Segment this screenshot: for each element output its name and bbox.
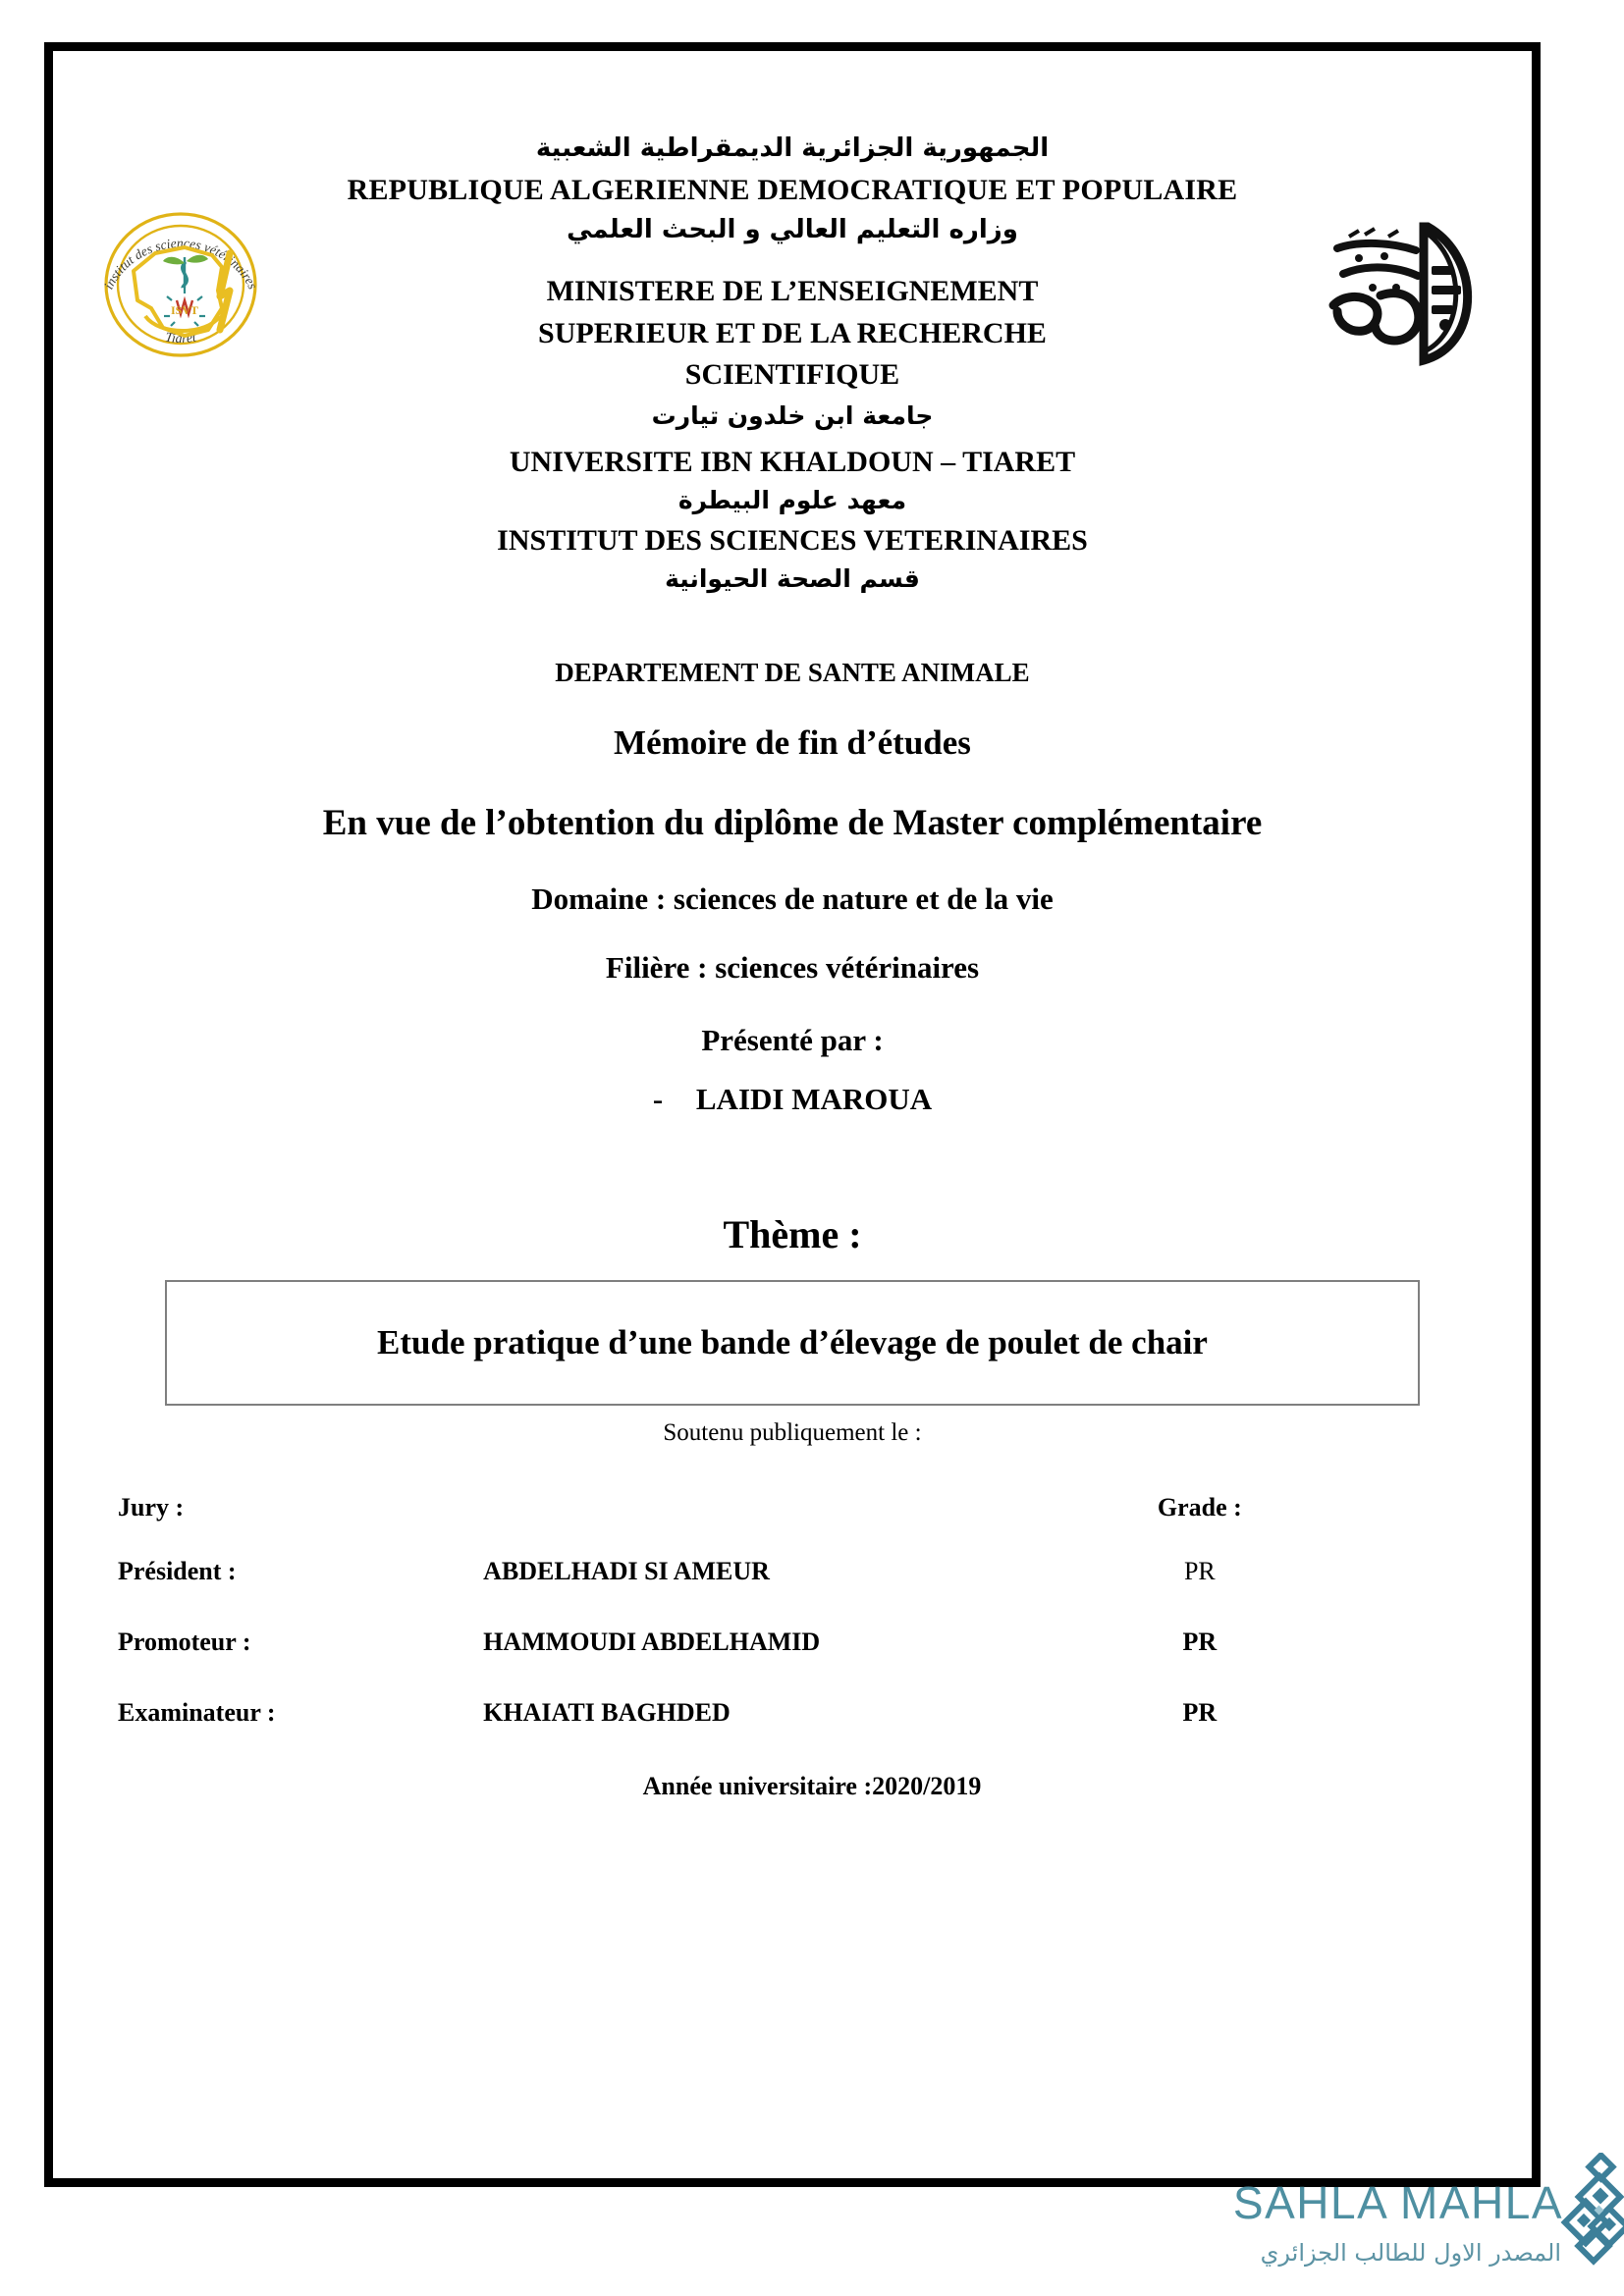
jury-role-examinateur: Examinateur : [118, 1697, 276, 1727]
cover-page-content [61, 59, 1524, 2170]
filiere-line: Filière : sciences vétérinaires [605, 949, 980, 985]
jury-grade-promoteur: PR [1182, 1627, 1218, 1656]
student-name: LAIDI MAROUA [695, 1081, 933, 1116]
theme-label: Thème : [723, 1211, 862, 1256]
institution-header [61, 59, 1524, 595]
jury-grade-president: PR [1183, 1556, 1216, 1585]
jury-table [118, 1472, 1296, 1748]
department-line: DEPARTEMENT DE SANTE ANIMALE [555, 657, 1030, 687]
jury-role-president: Président : [118, 1556, 237, 1585]
jury-name-promoteur: HAMMOUDI ABDELHAMID [483, 1627, 821, 1656]
jury-name-examinateur: KHAIATI BAGHDED [483, 1697, 731, 1727]
table-row [118, 1536, 1296, 1607]
university-arabic: جامعة ابن خلدون تيارت [651, 400, 934, 430]
watermark-tagline-arabic: المصدر الاول للطالب الجزائري [1260, 2239, 1561, 2267]
sahla-mahla-diamond-logo-icon [1549, 2153, 1624, 2269]
ministry-french-line-2: SUPERIEUR ET DE LA RECHERCHE [538, 316, 1047, 349]
ministry-french-line-1: MINISTERE DE L’ENSEIGNEMENT [546, 275, 1039, 307]
svg-text:Tiaret: Tiaret [163, 330, 198, 347]
memoire-title: Mémoire de fin d’études [614, 722, 971, 762]
republic-french: REPUBLIQUE ALGERIENNE DEMOCRATIQUE ET POPULAIRE [347, 173, 1238, 206]
domaine-line: Domaine : sciences de nature et de la vie [531, 881, 1054, 916]
jury-role-promoteur: Promoteur : [118, 1627, 251, 1656]
isv-tiaret-seal-icon [82, 206, 279, 363]
ministry-french-line-3: SCIENTIFIQUE [684, 358, 900, 392]
academic-year: Année universitaire :2020/2019 [642, 1771, 982, 1800]
table-row [118, 1678, 1296, 1748]
ministry-arabic: وزاره التعليم العالي و البحث العلمي [567, 214, 1018, 244]
svg-text:institut des sciences vétérina: institut des sciences vétérinaires [100, 235, 261, 292]
watermark-brand-text: SAHLA MAHLA [1232, 2177, 1563, 2228]
jury-label: Jury : [118, 1492, 185, 1522]
university-french: UNIVERSITE IBN KHALDOUN – TIARET [509, 446, 1076, 479]
student-entry [61, 1082, 1524, 1117]
theme-title-box [165, 1280, 1420, 1406]
ministry-french [478, 271, 1107, 397]
defense-date-line: Soutenu publiquement le : [663, 1418, 922, 1446]
jury-table-header-row [118, 1472, 1296, 1536]
student-bullet: - [652, 1081, 664, 1116]
institute-french: INSTITUT DES SCIENCES VETERINAIRES [497, 524, 1088, 558]
theme-title: Etude pratique d’une bande d’élevage de poulet de chair [377, 1322, 1208, 1362]
jury-grade-examinateur: PR [1182, 1697, 1218, 1727]
svg-text:ISVT: ISVT [170, 303, 199, 317]
department-arabic: قسم الصحة الحيوانية [665, 564, 920, 594]
jury-header-spacer [432, 1472, 1104, 1536]
institute-arabic: معهد علوم البيطرة [677, 486, 907, 515]
republic-arabic: الجمهورية الجزائرية الديمقراطية الشعبية [535, 133, 1050, 163]
jury-name-president: ABDELHADI SI AMEUR [483, 1556, 770, 1585]
sahla-mahla-watermark [1178, 2157, 1624, 2274]
diploma-line: En vue de l’obtention du diplôme de Master complémentaire [322, 802, 1263, 843]
table-row [118, 1607, 1296, 1678]
ibn-khaldoun-calligraphy-icon [1298, 201, 1494, 378]
presented-by-label: Présenté par : [701, 1022, 884, 1057]
grade-label: Grade : [1157, 1492, 1242, 1522]
